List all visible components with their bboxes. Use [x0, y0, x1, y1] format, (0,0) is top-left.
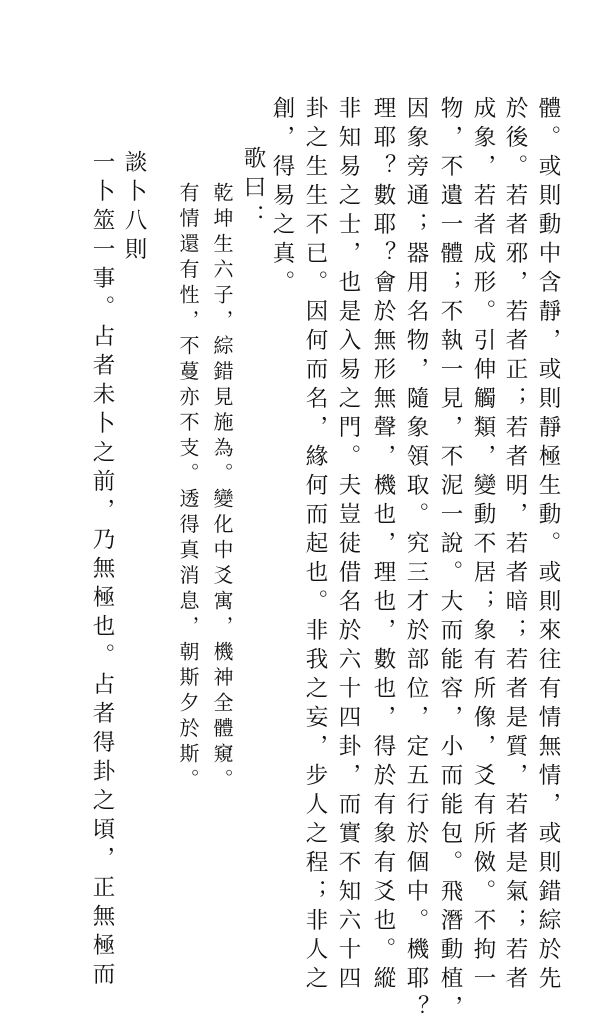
section-title: 談卜八則: [121, 150, 147, 266]
text-column-9: 創，得易之真。: [269, 96, 295, 299]
text-column-5: 因象旁通；器用名物，隨象領取。究三才於部位，定五行於個中。機耶？: [403, 96, 429, 1024]
song-label: 歌曰：: [240, 146, 266, 233]
section-text: 一卜筮一事。占者未卜之前，乃無極也。占者得卦之頃，正無極而: [89, 150, 115, 991]
text-column-2: 於後。若者邪，若者正；若者明，若者暗；若者是質，若者是氣；若者: [502, 96, 528, 995]
text-column-4: 物，不遺一體；不執一見，不泥一說。大而能容，小而能包。飛潛動植，: [437, 96, 463, 1024]
text-column-1: 體。或則動中含靜，或則靜極生動。或則來往有情無情，或則錯綜於先: [535, 96, 561, 995]
song-line-2: 有情還有性，不蔓亦不支。透得真消息，朝斯夕於斯。: [176, 182, 200, 794]
text-column-3: 成象，若者成形。引伸觸類，變動不居；象有所像，爻有所傚。不拘一: [470, 96, 496, 995]
song-line-1: 乾坤生六子，綜錯見施為。變化中爻寓，機神全體窺。: [210, 182, 234, 794]
text-column-7: 非知易之士，也是入易之門。夫豈徒借名於六十四卦，而實不知六十四: [335, 96, 361, 995]
text-column-6: 理耶？數耶？會於無形無聲，機也，理也，數也，得於有象有爻也。縱: [370, 96, 396, 995]
text-column-8: 卦之生生不已。因何而名，緣何而起也。非我之妄，步人之程；非人之: [302, 96, 328, 995]
